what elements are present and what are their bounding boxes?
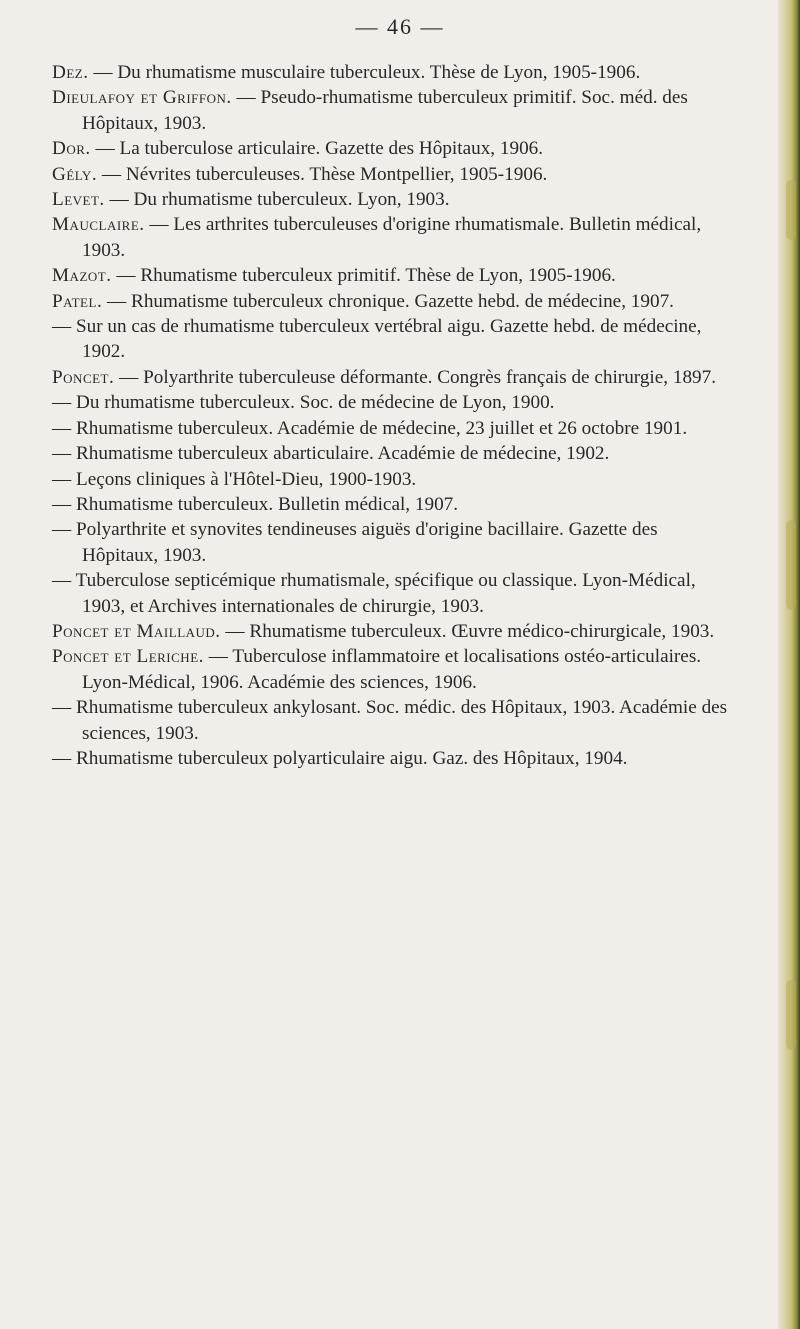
reference-entry <box>52 441 732 466</box>
reference-text: — Rhumatisme tuberculeux ankylosant. Soc. médic. des Hôpitaux, 1903. Académie des sciences, 1903. <box>52 697 728 744</box>
reference-text: — Les arthrites tuberculeuses d'origine rhumatismale. Bulletin médical, 1903. <box>82 214 702 261</box>
bibliography-list <box>52 60 732 771</box>
reference-entry <box>52 568 732 619</box>
reference-entry <box>52 746 732 771</box>
reference-text: — Pseudo-rhumatisme tuberculeux primitif. Soc. méd. des Hôpitaux, 1903. <box>82 87 688 134</box>
reference-text: — Polyarthrite tuberculeuse déformante. Congrès français de chirurgie, 1897. <box>119 366 717 388</box>
reference-text: — Rhumatisme tuberculeux. Académie de médecine, 23 juillet et 26 octobre 1901. <box>52 417 688 439</box>
reference-text: — Rhumatisme tuberculeux. Œuvre médico-chirurgicale, 1903. <box>225 620 715 642</box>
reference-entry <box>52 85 732 136</box>
reference-author: Patel. <box>52 290 103 312</box>
reference-entry <box>52 289 732 314</box>
reference-text: — Tuberculose inflammatoire et localisations ostéo-articulaires. Lyon-Médical, 1906. Académie des sciences, 1906. <box>82 646 702 693</box>
reference-entry <box>52 263 732 288</box>
reference-entry <box>52 60 732 85</box>
reference-text: — Du rhumatisme tuberculeux. Soc. de médecine de Lyon, 1900. <box>52 392 555 414</box>
reference-text: — Rhumatisme tuberculeux chronique. Gazette hebd. de médecine, 1907. <box>107 290 674 312</box>
reference-text: — Rhumatisme tuberculeux. Bulletin médical, 1907. <box>52 493 459 515</box>
reference-entry <box>52 416 732 441</box>
reference-entry <box>52 492 732 517</box>
reference-author: Mauclaire. <box>52 214 145 236</box>
reference-entry <box>52 314 732 365</box>
reference-text: — Rhumatisme tuberculeux polyarticulaire aigu. Gaz. des Hôpitaux, 1904. <box>52 747 628 769</box>
reference-author: Dor. <box>52 138 91 160</box>
reference-entry <box>52 212 732 263</box>
page-edge-shadow <box>778 0 800 1329</box>
reference-entry <box>52 136 732 161</box>
page-edge-stain <box>786 520 796 610</box>
reference-text: — Du rhumatisme musculaire tuberculeux. Thèse de Lyon, 1905-1906. <box>93 62 641 83</box>
reference-text: — Polyarthrite et synovites tendineuses aiguës d'origine bacillaire. Gazette des Hôpitaux, 1903. <box>52 519 658 566</box>
reference-text: — Du rhumatisme tuberculeux. Lyon, 1903. <box>109 189 450 211</box>
reference-author: Poncet. <box>52 366 115 388</box>
reference-text: — Leçons cliniques à l'Hôtel-Dieu, 1900-1903. <box>52 468 417 490</box>
reference-author: Levet. <box>52 189 105 211</box>
reference-author: Mazot. <box>52 265 112 287</box>
reference-entry <box>52 644 732 695</box>
reference-text: — Sur un cas de rhumatisme tuberculeux vertébral aigu. Gazette hebd. de médecine, 1902. <box>52 316 702 363</box>
page-edge-stain <box>786 980 796 1050</box>
reference-entry <box>52 187 732 212</box>
reference-entry <box>52 517 732 568</box>
reference-entry <box>52 619 732 644</box>
reference-entry <box>52 695 732 746</box>
reference-author: Dieulafoy et Griffon. <box>52 87 232 109</box>
reference-text: — La tuberculose articulaire. Gazette des Hôpitaux, 1906. <box>95 138 544 160</box>
page-number: — 46 — <box>355 14 445 39</box>
reference-text: — Névrites tuberculeuses. Thèse Montpellier, 1905-1906. <box>101 163 548 185</box>
reference-entry <box>52 467 732 492</box>
reference-entry <box>52 365 732 390</box>
reference-author: Poncet et Leriche. <box>52 646 204 668</box>
page-edge-stain <box>786 180 796 240</box>
reference-entry <box>52 390 732 415</box>
reference-text: — Rhumatisme tuberculeux primitif. Thèse de Lyon, 1905-1906. <box>116 265 616 287</box>
reference-author: Poncet et Maillaud. <box>52 620 221 642</box>
reference-entry <box>52 162 732 187</box>
reference-author: Gély. <box>52 163 98 185</box>
reference-author: Dez. <box>52 62 89 83</box>
reference-text: — Rhumatisme tuberculeux abarticulaire. Académie de médecine, 1902. <box>52 443 610 465</box>
reference-text: — Tuberculose septicémique rhumatismale, spécifique ou classique. Lyon-Médical, 1903, et Archives internationales de chirurgie, 1903. <box>52 570 696 617</box>
